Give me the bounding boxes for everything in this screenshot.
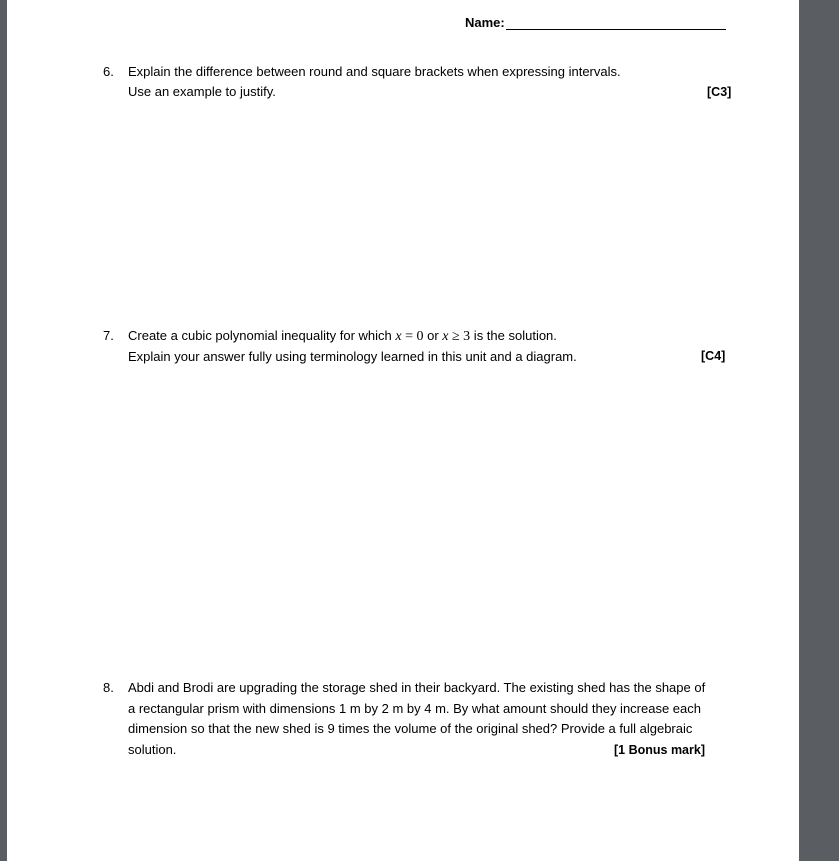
math-var: x	[442, 329, 449, 344]
text-segment: or	[423, 328, 443, 343]
question-number: 6.	[103, 64, 114, 79]
math-expression	[395, 329, 423, 344]
question-text-line: Abdi and Brodi are upgrading the storage shed in their backyard. The existing shed has the shape of	[128, 680, 706, 695]
name-blank-line	[506, 16, 726, 30]
question-text-line: solution.	[128, 741, 177, 757]
question-text-line: dimension so that the new shed is 9 times the volume of the original shed? Provide a full algebraic	[128, 721, 693, 736]
text-segment: is the solution.	[470, 328, 557, 343]
math-expression	[442, 329, 470, 344]
question-text-line	[128, 326, 763, 347]
question-7	[103, 326, 763, 367]
bonus-mark-badge: [1 Bonus mark]	[614, 743, 705, 757]
text-segment: Create a cubic polynomial inequality for which	[128, 328, 396, 343]
question-6	[103, 62, 763, 102]
question-number: 7.	[103, 328, 114, 343]
question-text-line: Explain your answer fully using terminology learned in this unit and a diagram.	[128, 349, 577, 364]
question-number: 8.	[103, 680, 114, 695]
question-8	[103, 678, 763, 760]
question-text-line: a rectangular prism with dimensions 1 m by 2 m by 4 m. By what amount should they increase each	[128, 700, 701, 716]
question-text-line: Explain the difference between round and square brackets when expressing intervals.	[128, 64, 621, 79]
mark-badge: [C3]	[707, 85, 732, 99]
math-var: x	[395, 329, 402, 344]
math-rest: ≥ 3	[448, 329, 471, 344]
viewer-scroll-gutter[interactable]	[799, 0, 839, 861]
document-page	[7, 0, 799, 861]
name-field	[465, 15, 726, 30]
mark-badge: [C4]	[701, 349, 726, 363]
math-rest: = 0	[401, 329, 424, 344]
name-label: Name:	[465, 15, 505, 30]
question-text-line: Use an example to justify.	[128, 84, 276, 99]
